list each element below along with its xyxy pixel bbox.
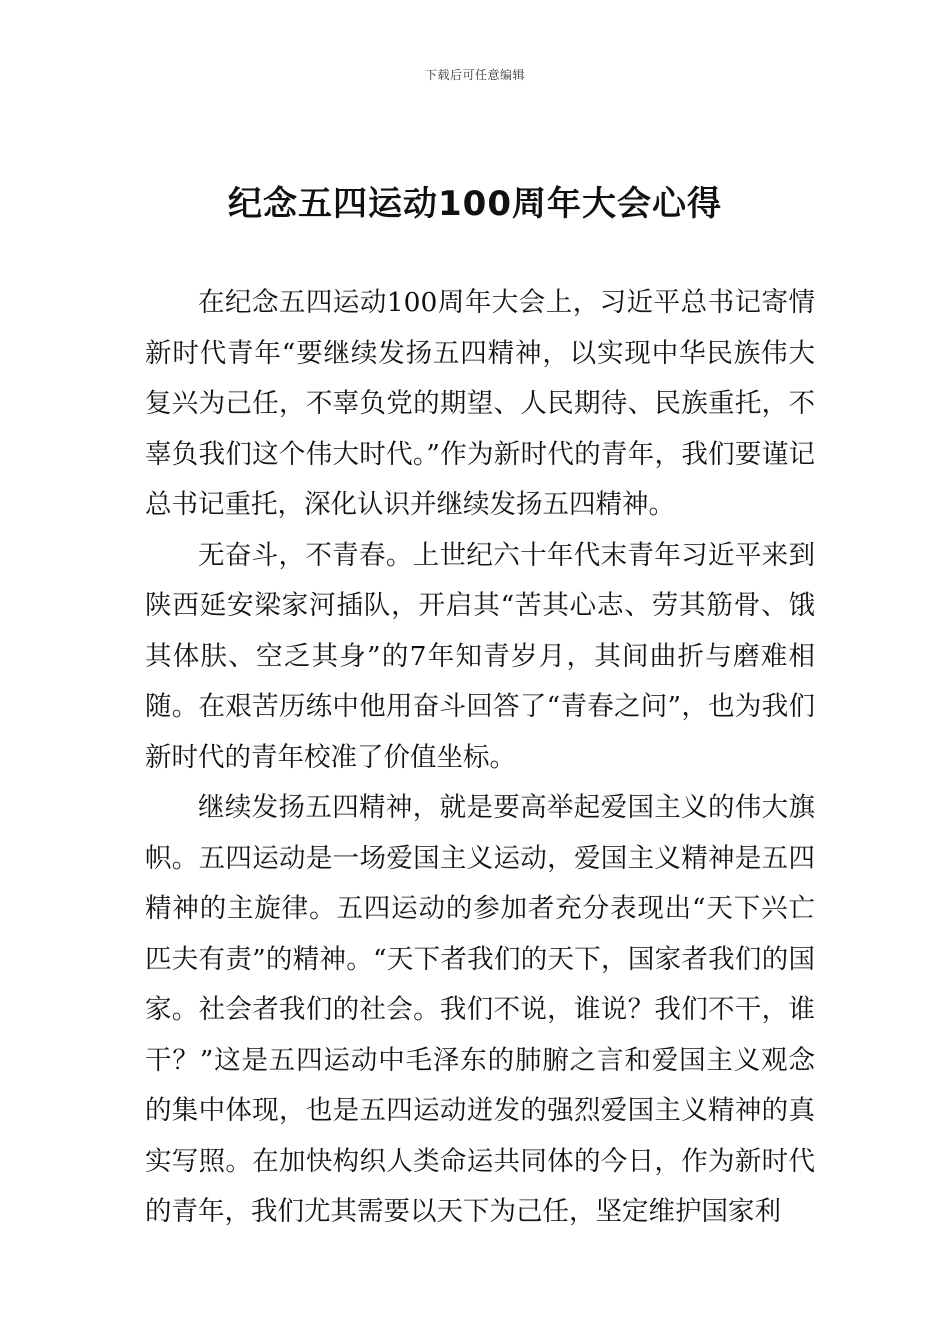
- body-paragraph-3: 继续发扬五四精神，就是要高举起爱国主义的伟大旗帜。五四运动是一场爱国主义运动，爱国主义精神是五四精神的主旋律。五四运动的参加者充分表现出“天下兴亡匹夫有责”的精神。“天下者我们的天下，国家者我们的国家。社会者我们的社会。我们不说，谁说？我们不干，谁干？”这是五四运动中毛泽东的肺腑之言和爱国主义观念的集中体现，也是五四运动迸发的强烈爱国主义精神的真实写照。在加快构织人类命运共同体的今日，作为新时代的青年，我们尤其需要以天下为己任，坚定维护国家利: [145, 792, 815, 1227]
- page-header-note: 下载后可任意编辑: [424, 68, 525, 82]
- document-body: [145, 278, 815, 1238]
- body-paragraph-2: 无奋斗，不青春。上世纪六十年代末青年习近平来到陕西延安梁家河插队，开启其“苦其心志、劳其筋骨、饿其体肤、空乏其身”的7年知青岁月，其间曲折与磨难相随。在艰苦历练中他用奋斗回答了“青春之问”，也为我们新时代的青年校准了价值坐标。: [145, 539, 815, 773]
- document-title: 纪念五四运动100周年大会心得: [228, 184, 722, 224]
- body-paragraph-1: 在纪念五四运动100周年大会上，习近平总书记寄情新时代青年“要继续发扬五四精神，以实现中华民族伟大复兴为己任，不辜负党的期望、人民期待、民族重托，不辜负我们这个伟大时代。”作为新时代的青年，我们要谨记总书记重托，深化认识并继续发扬五四精神。: [145, 287, 815, 520]
